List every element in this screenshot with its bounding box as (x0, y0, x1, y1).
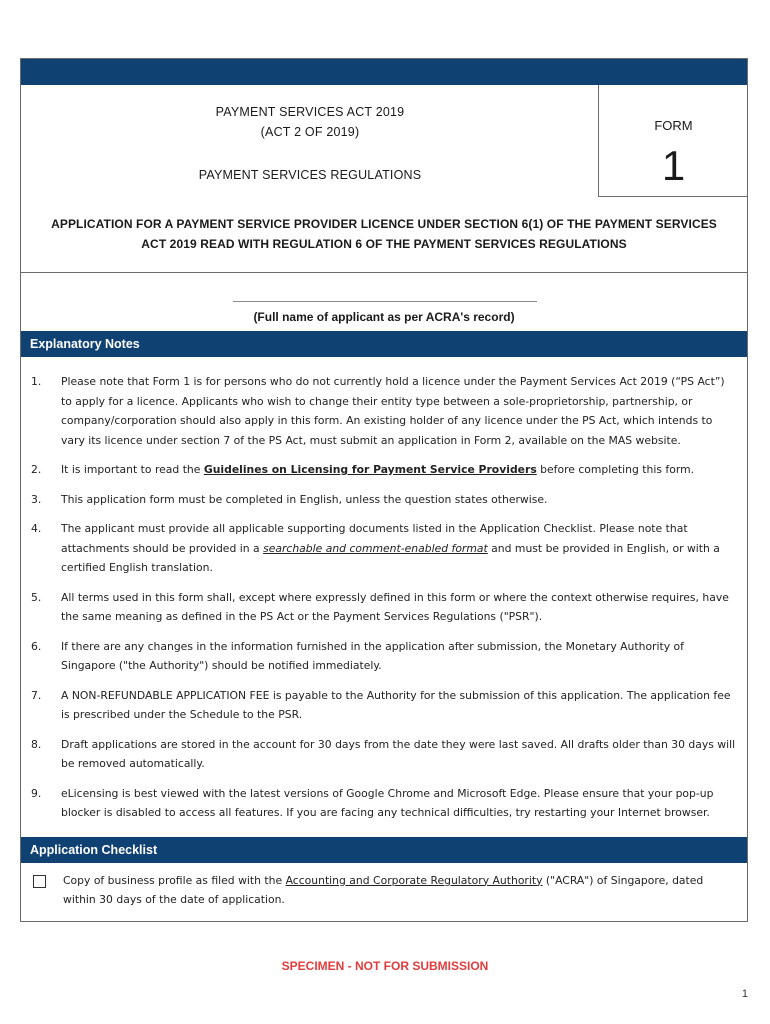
checklist-text (63, 871, 737, 910)
explanatory-notes-list (21, 357, 747, 837)
note-item (31, 784, 737, 823)
note-text: Please note that Form 1 is for persons who do not currently hold a licence under the Payment Services Act 2019 (“PS Act”) to apply for a licence. Applicants who wish to change their entity type between a sole-proprietorship, partnership, or company/corporation should also apply in this form. An existing holder of any licence under the PS Act, which intends to vary its licence under section 7 of the PS Act, must submit an application in Form 2, available on the MAS website. (61, 375, 725, 447)
checklist-checkbox[interactable] (33, 875, 46, 888)
note-item (31, 460, 737, 480)
application-title: APPLICATION FOR A PAYMENT SERVICE PROVIDER LICENCE UNDER SECTION 6(1) OF THE PAYMENT SERVICES ACT 2019 READ WITH REGULATION 6 OF THE PAYMENT SERVICES REGULATIONS (21, 197, 747, 273)
act-title: PAYMENT SERVICES ACT 2019 (215, 105, 405, 119)
form-number-box (598, 85, 748, 197)
note-item (31, 372, 737, 450)
note-number: 2. (31, 463, 42, 476)
note-text: If there are any changes in the information furnished in the application after submission, the Monetary Authority of Singapore ("the Authority") should be notified immediately. (61, 639, 684, 672)
specimen-watermark: SPECIMEN - NOT FOR SUBMISSION (281, 959, 489, 973)
note-number: 6. (31, 639, 42, 653)
note-text-pre: It is important to read the (61, 463, 204, 476)
regulations-title: PAYMENT SERVICES REGULATIONS (198, 168, 422, 182)
note-item (31, 735, 737, 774)
note-item (31, 490, 737, 510)
note-text: This application form must be completed in English, unless the question states otherwise. (61, 492, 548, 506)
note-text-pre: The applicant must provide all applicable supporting documents listed in the Application Checklist. Please note that attachments should be provided in a (61, 522, 688, 555)
note-text-post: and must be provided in English, or with a certified English translation. (61, 541, 720, 574)
applicant-name-field[interactable] (233, 301, 537, 302)
form-header (21, 85, 747, 197)
note-text-post: before completing this form. (536, 463, 695, 476)
applicant-name-section (21, 273, 747, 331)
checklist-item (21, 863, 747, 921)
note-item (31, 686, 737, 725)
note-text (61, 519, 737, 578)
page-number: 1 (741, 988, 748, 1000)
note-text (61, 460, 737, 480)
explanatory-notes-heading: Explanatory Notes (21, 331, 747, 357)
note-number: 5. (31, 590, 42, 604)
checklist-text-post: ("ACRA") of Singapore, dated within 30 days of the date of application. (63, 873, 704, 906)
note-item (31, 519, 737, 578)
guidelines-link[interactable]: Guidelines on Licensing for Payment Service Providers (203, 463, 537, 476)
note-number: 4. (31, 522, 42, 535)
acra-link[interactable]: Accounting and Corporate Regulatory Authority (285, 873, 543, 887)
searchable-format-link[interactable]: searchable and comment-enabled format (263, 541, 488, 555)
application-checklist-heading: Application Checklist (21, 837, 747, 863)
note-item (31, 588, 737, 627)
form-number: 1 (661, 142, 686, 189)
note-number: 9. (31, 786, 42, 800)
note-number: 1. (31, 375, 42, 388)
act-header (21, 85, 599, 197)
checklist-text-pre: Copy of business profile as filed with the (63, 873, 286, 887)
note-number: 8. (31, 737, 42, 751)
form-label: FORM (654, 118, 693, 133)
note-number: 3. (31, 492, 42, 506)
note-text: Draft applications are stored in the account for 30 days from the date they were last saved. All drafts older than 30 days will be removed automatically. (61, 737, 736, 770)
note-item (31, 637, 737, 676)
note-text: A NON-REFUNDABLE APPLICATION FEE is payable to the Authority for the submission of this application. The application fee is prescribed under the Schedule to the PSR. (61, 688, 731, 721)
act-number: (ACT 2 OF 2019) (260, 125, 360, 139)
applicant-name-caption: (Full name of applicant as per ACRA's record) (253, 310, 515, 324)
top-bar (21, 59, 747, 85)
note-number: 7. (31, 688, 42, 702)
form-frame (20, 58, 748, 922)
note-text: All terms used in this form shall, except where expressly defined in this form or where the context otherwise requires, have the same meaning as defined in the PS Act or the Payment Services Regulations ("PSR"). (61, 590, 729, 623)
note-text: eLicensing is best viewed with the latest versions of Google Chrome and Microsoft Edge. Please ensure that your pop-up blocker is disabled to access all features. If you are facing any technical difficulties, try restarting your Internet browser. (61, 786, 714, 819)
